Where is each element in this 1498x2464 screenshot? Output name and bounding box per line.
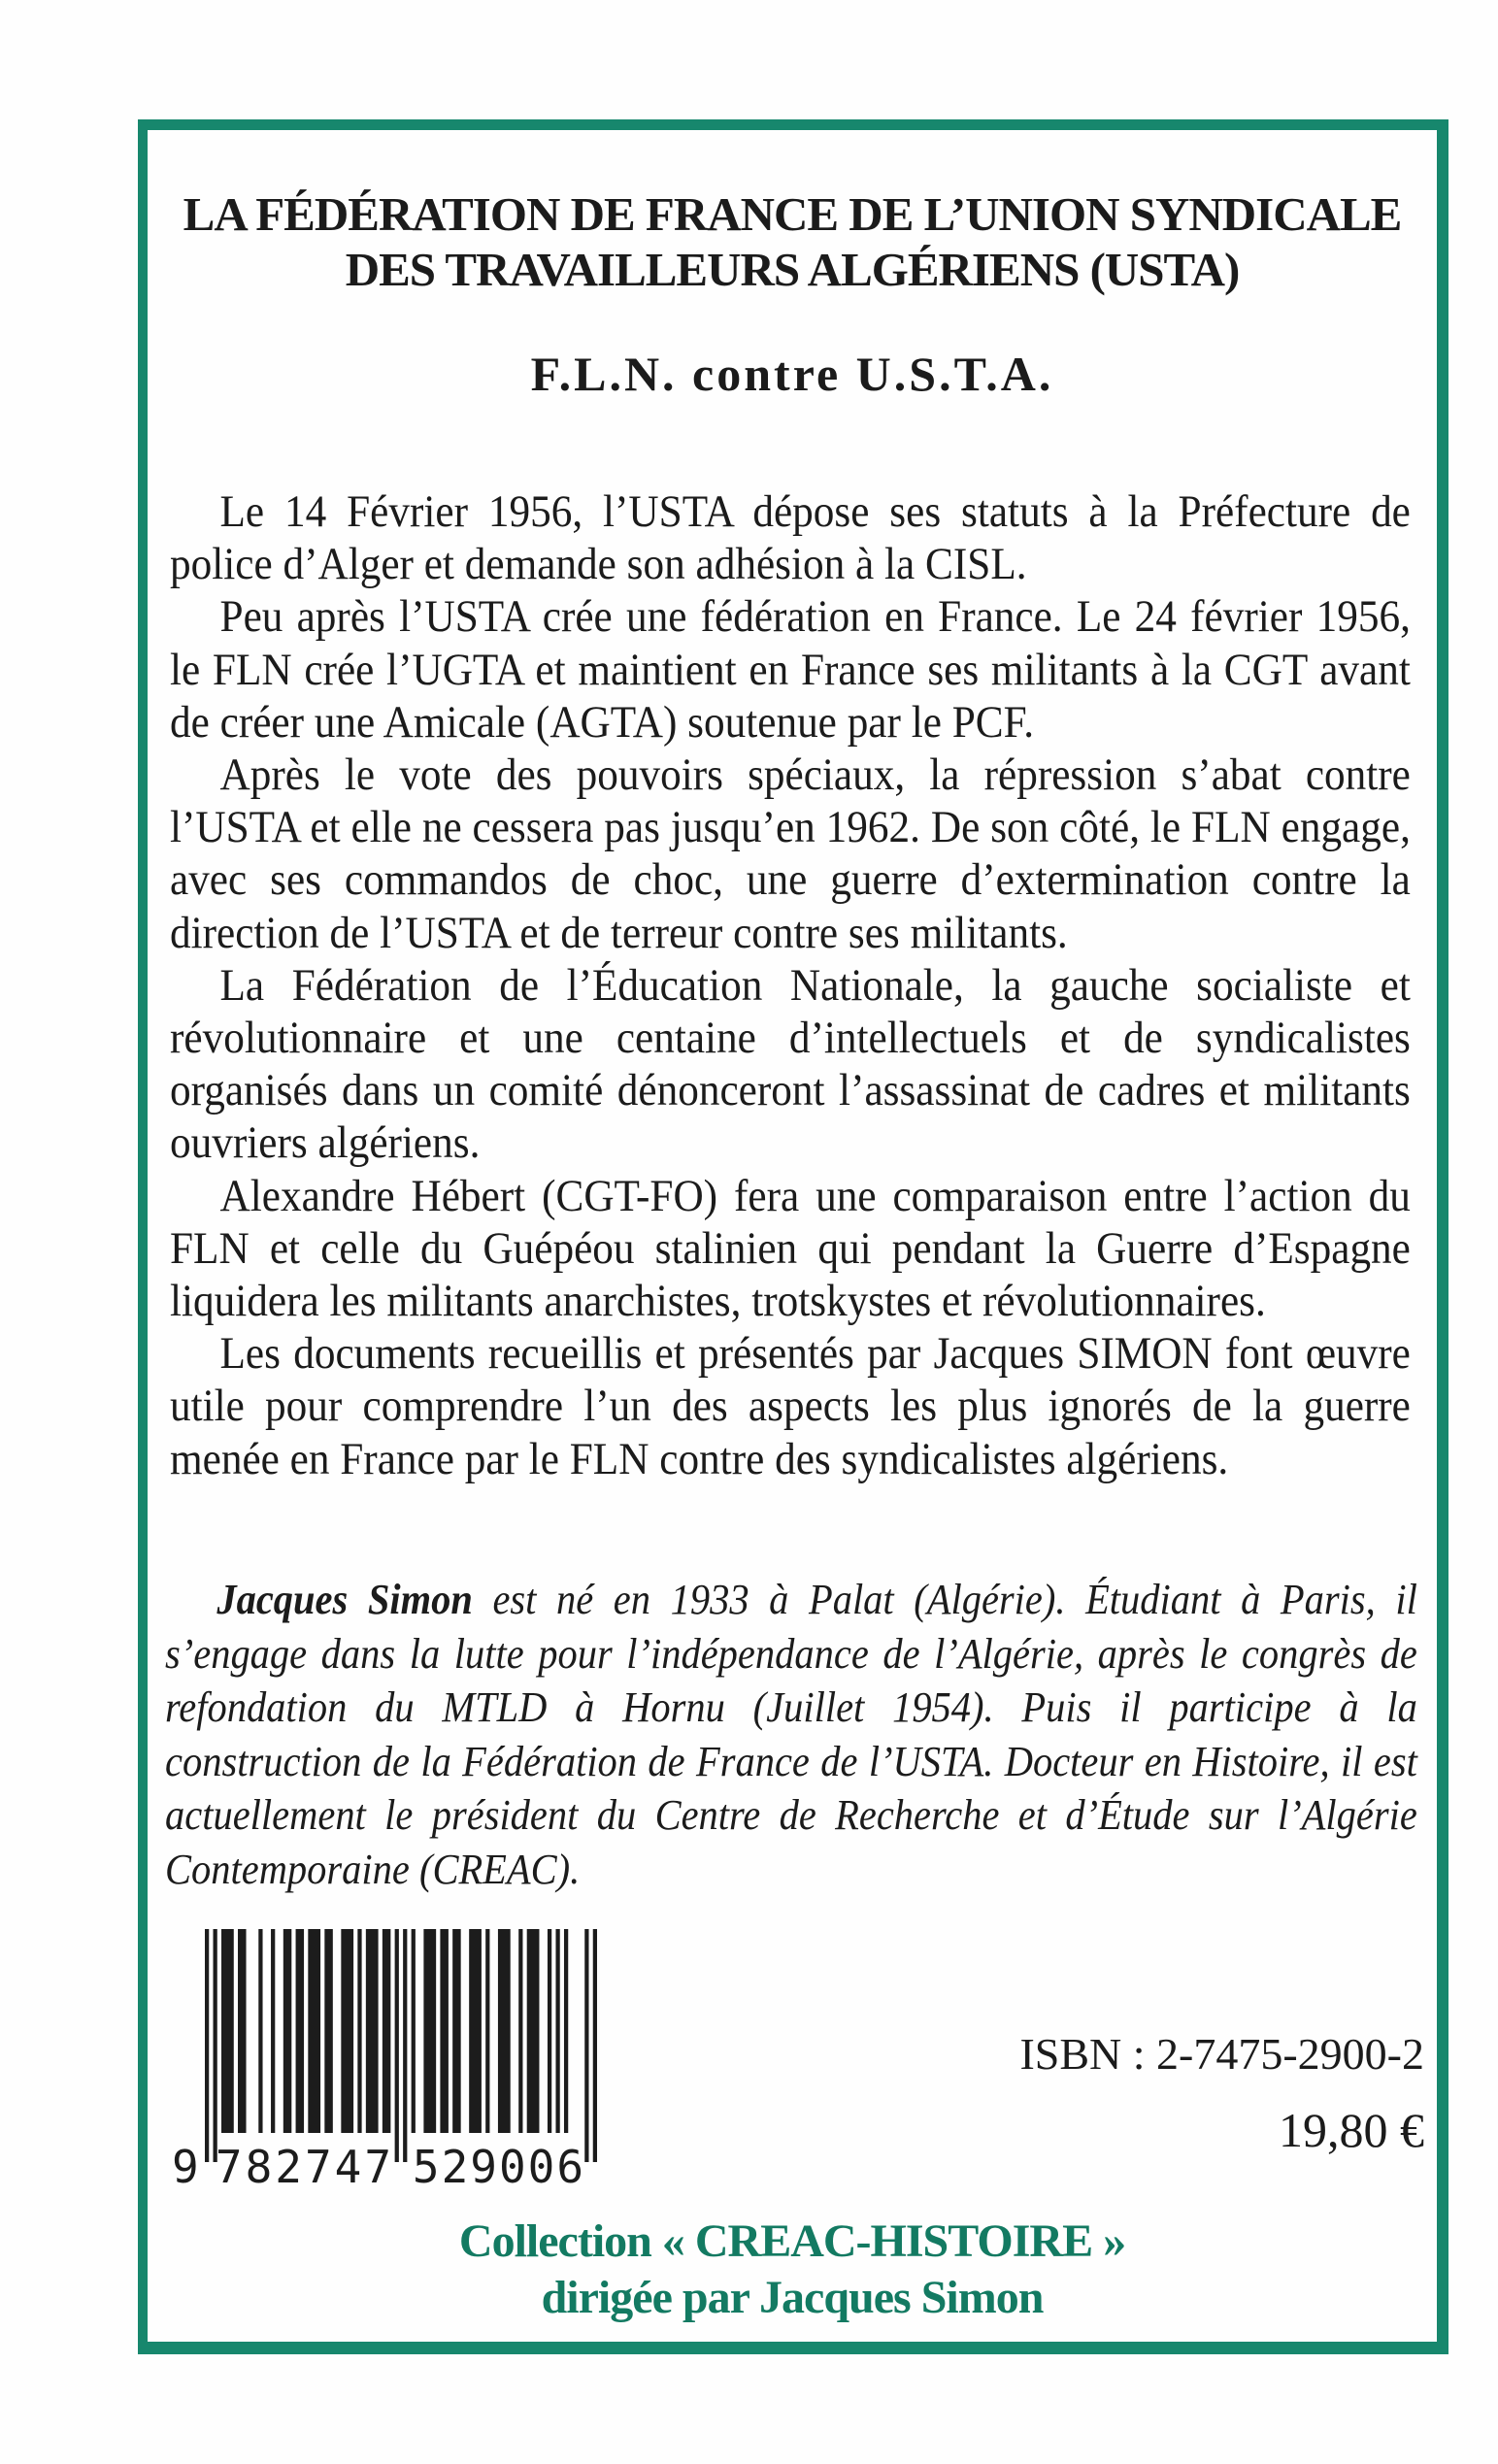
author-bio [165, 1573, 1417, 1896]
collection-title: Collection « CREAC-HISTOIRE » [458, 2215, 1126, 2267]
author-bio-paragraph [165, 1573, 1417, 1896]
barcode-digit-first: 9 [172, 2141, 199, 2193]
synopsis [170, 485, 1411, 1485]
synopsis-paragraph-2: Peu après l’USTA crée une fédération en France. Le 24 février 1956, le FLN crée l’UGTA et maintient en France ses militants à la CGT avant de créer une Amicale (AGTA) soutenue par le PCF. [170, 591, 1411, 748]
synopsis-paragraph-5: Alexandre Hébert (CGT-FO) fera une comparaison entre l’action du FLN et celle du Guépéou stalinien qui pendant la Guerre d’Espagne liquidera les militants anarchistes, trotskystes et révolutionnaires. [170, 1170, 1411, 1327]
cover-border-frame [138, 119, 1448, 2354]
synopsis-paragraph-6: Les documents recueillis et présentés par Jacques SIMON font œuvre utile pour comprendre l’un des aspects les plus ignorés de la guerre menée en France par le FLN contre des syndicalistes algériens. [170, 1328, 1411, 1484]
price: 19,80 € [1279, 2103, 1424, 2157]
book-title-line1: LA FÉDÉRATION DE FRANCE DE L’UNION SYNDICALE [183, 187, 1402, 241]
purchase-info [1019, 2028, 1424, 2156]
collection-director: dirigée par Jacques Simon [541, 2272, 1044, 2323]
isbn: ISBN : 2-7475-2900-2 [1019, 2029, 1424, 2079]
title-block [148, 186, 1437, 402]
book-subtitle: F.L.N. contre U.S.T.A. [530, 347, 1054, 401]
author-name: Jacques Simon [216, 1576, 473, 1623]
barcode-bars-icon [205, 1929, 597, 2162]
synopsis-paragraph-1: Le 14 Février 1956, l’USTA dépose ses statuts à la Préfecture de police d’Alger et demande son adhésion à la CISL. [170, 486, 1411, 590]
synopsis-paragraph-4: La Fédération de l’Éducation Nationale, la gauche socialiste et révolutionnaire et une centaine d’intellectuels et de syndicalistes organisés dans un comité dénonceront l’assassinat de cadres et militants ouvriers algériens. [170, 959, 1411, 1169]
collection-block [148, 2214, 1437, 2326]
barcode-digits-right: 529006 [412, 2141, 586, 2193]
book-title [148, 186, 1437, 297]
book-title-line2: DES TRAVAILLEURS ALGÉRIENS (USTA) [345, 243, 1240, 296]
ean13-barcode [172, 1929, 618, 2211]
barcode-digits-left: 782747 [215, 2141, 395, 2193]
author-bio-text: est né en 1933 à Palat (Algérie). Étudiant à Paris, il s’engage dans la lutte pour l’indépendance de l’Algérie, après le congrès de refondation du MTLD à Hornu (Juillet 1954). Puis il participe à la construction de la Fédération de France de l’USTA. Docteur en Histoire, il est actuellement le président du Centre de Recherche et d’Étude sur l’Algérie Contemporaine (CREAC). [165, 1576, 1417, 1893]
synopsis-paragraph-3: Après le vote des pouvoirs spéciaux, la répression s’abat contre l’USTA et elle ne cessera pas jusqu’en 1962. De son côté, le FLN engage, avec ses commandos de choc, une guerre d’extermination contre la direction de l’USTA et de terreur contre ses militants. [170, 749, 1411, 958]
